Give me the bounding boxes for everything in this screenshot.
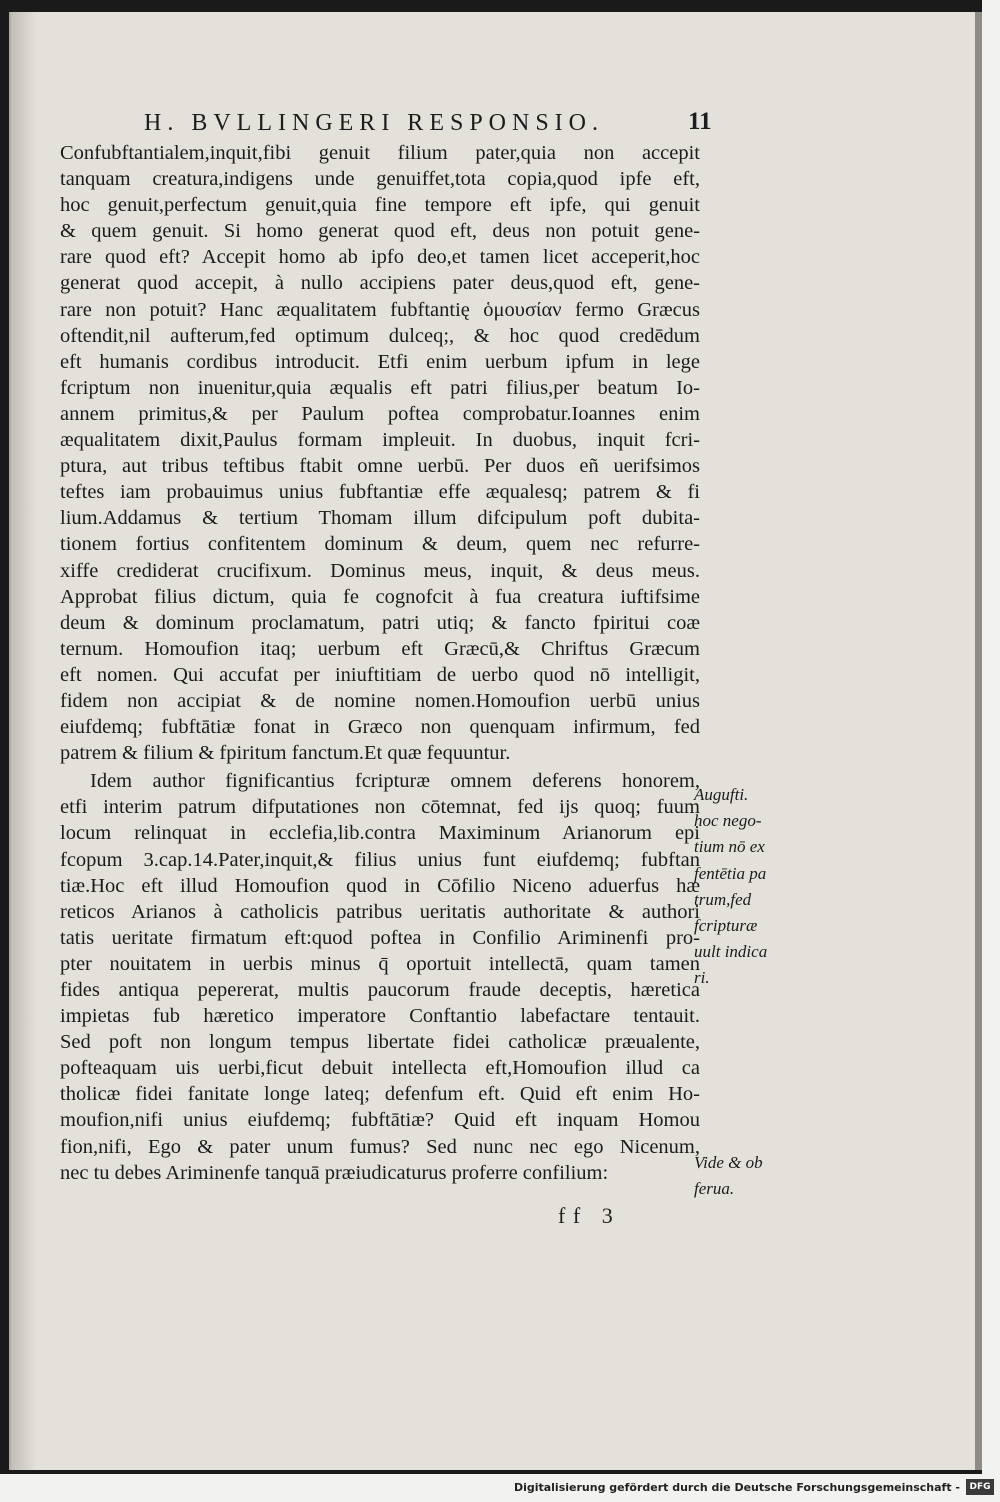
text-line: rare non potuit? Hanc æqualitatem fubftantię ὁμουσίαν fermo Græcus <box>60 298 700 321</box>
margin-note-line: ferua. <box>694 1179 735 1199</box>
text-line: Approbat filius dictum, quia fe cognofcit à fua creatura iuftifsime <box>60 585 700 608</box>
text-line: tatis ueritate firmatum eft:quod poftea in Confilio Ariminenfi pro- <box>60 926 700 949</box>
text-line: nec tu debes Ariminenfe tanquā præiudicaturus proferre confilium: <box>60 1161 609 1184</box>
text-line: generat quod accepit, à nullo accipiens pater deus,quod eft, gene- <box>60 272 700 295</box>
text-line: patrem & filium & fpiritum fanctum.Et quæ fequuntur. <box>60 742 511 765</box>
page-edge <box>975 12 982 1470</box>
text-line: impietas fub hæretico imperatore Conftantio labefactare tentauit. <box>60 1005 700 1028</box>
footer-credit: Digitalisierung gefördert durch die Deutsche Forschungsgemeinschaft - <box>513 1481 960 1494</box>
text-line: tiæ.Hoc eft illud Homoufion quod in Cōfilio Niceno aduerfus hæ <box>60 874 700 897</box>
text-line: deum & dominum proclamatum, patri utiq; & fancto fpiritui coæ <box>60 611 700 634</box>
paragraph-2 <box>60 768 700 1186</box>
dfg-logo: DFG <box>966 1479 994 1495</box>
margin-note-line: fentētia pa <box>694 863 767 883</box>
paragraph-1 <box>60 140 700 766</box>
margin-note-line: ri. <box>694 968 710 988</box>
text-line: pter nouitatem in uerbis minus q̄ oportuit intellectā, quam tamen <box>60 952 700 975</box>
text-line: Idem author fignificantius fcripturæ omnem deferens honorem, <box>90 770 700 793</box>
main-text-block <box>60 140 700 1186</box>
text-line: & quem genuit. Si homo generat quod eft, deus non potuit gene- <box>60 220 700 243</box>
text-line: fidem non accipiat & de nomine nomen.Homoufion uerbū unius <box>60 689 700 712</box>
text-line: fides antiqua pepererat, multis paucorum fraude deceptis, hæretica <box>60 979 700 1001</box>
text-line: tanquam creatura,indigens unde genuiffet,tota copia,quod ipfe eft, <box>60 168 700 191</box>
margin-note-line: Vide & ob <box>694 1153 763 1172</box>
text-line: tionem fortius confitentem dominum & deum, quem nec refurre- <box>60 533 700 556</box>
margin-note-2 <box>694 1150 804 1202</box>
footer-bar <box>0 1474 1000 1502</box>
text-line: teftes iam probauimus unius fubftantiæ effe æqualesq; patrem & fi <box>60 481 700 504</box>
text-line: rare quod eft? Accepit homo ab ipfo deo,et tamen licet acceperit,hoc <box>60 246 700 269</box>
margin-note-line: Augufti. <box>694 785 749 804</box>
text-line: eft humanis cordibus introducit. Etfi enim uerbum ipfum in lege <box>60 350 700 373</box>
text-line: lium.Addamus & tertium Thomam illum difcipulum poft dubita- <box>60 507 700 530</box>
text-line: pofteaquam uis uerbi,ficut debuit intellecta eft,Homoufion illud ca <box>60 1057 700 1080</box>
page-number: 11 <box>688 108 712 135</box>
text-line: æqualitatem dixit,Paulus formam impleuit. In duobus, inquit fcri- <box>60 429 700 452</box>
text-line: eiufdemq; fubftātiæ fonat in Græco non quenquam infirmum, fed <box>60 716 700 739</box>
margin-note-line: hoc nego- <box>694 811 762 831</box>
text-line: oftendit,nil aufterum,fed optimum dulceq;, & hoc quod credēdum <box>60 324 700 347</box>
text-line: Sed poft non longum tempus libertate fidei catholicæ præualente, <box>60 1031 700 1054</box>
text-line: moufion,nifi unius eiufdemq; fubftātiæ? Quid eft inquam Homou <box>60 1109 700 1132</box>
gutter-shadow <box>9 12 37 1470</box>
text-line: fion,nifi, Ego & pater unum fumus? Sed nunc nec ego Nicenum, <box>60 1135 700 1158</box>
text-line: xiffe crediderat crucifixum. Dominus meus, inquit, & deus meus. <box>60 559 700 582</box>
text-line: tholicæ fidei fanitate longe lateq; defenfum eft. Quid eft enim Ho- <box>60 1083 700 1106</box>
text-line: reticos Arianos à catholicis patribus ueritatis authoritate & authori <box>60 900 700 923</box>
text-line: ptura, aut tribus teftibus ftabit omne uerbū. Per duos eñ uerifsimos <box>60 455 700 478</box>
text-line: fcriptum non inuenitur,quia æqualis eft patri filius,per beatum Io- <box>60 376 700 399</box>
text-line: locum relinquat in ecclefia,lib.contra Maximinum Arianorum epi <box>60 822 700 845</box>
text-line: etfi interim patrum difputationes non cōtemnat, fed ijs quoq; fuum <box>60 796 700 819</box>
margin-note-line: fcripturæ <box>694 916 758 936</box>
margin-note-line: uult indica <box>694 942 768 962</box>
text-line: Confubftantialem,inquit,fibi genuit filium pater,quia non accepit <box>60 142 700 164</box>
text-line: ternum. Homoufion itaq; uerbum eft Græcū,& Chriftus Græcum <box>60 637 700 660</box>
margin-note-1 <box>694 782 804 992</box>
margin-note-line: trum,fed <box>694 889 752 909</box>
text-line: hoc genuit,perfectum genuit,quia fine tempore eft ipfe, qui genuit <box>60 194 700 217</box>
signature-mark: ff 3 <box>558 1203 621 1228</box>
running-head: H. BVLLINGERI RESPONSIO. <box>144 110 605 136</box>
margin-note-line: tium nō ex <box>694 837 765 857</box>
text-line: annem primitus,& per Paulum poftea comprobatur.Ioannes enim <box>60 402 700 425</box>
text-line: fcopum 3.cap.14.Pater,inquit,& filius unius funt eiufdemq; fubftan <box>60 848 700 871</box>
text-line: eft nomen. Qui accufat per iniuftitiam de uerbo quod nō intelligit, <box>60 663 700 686</box>
